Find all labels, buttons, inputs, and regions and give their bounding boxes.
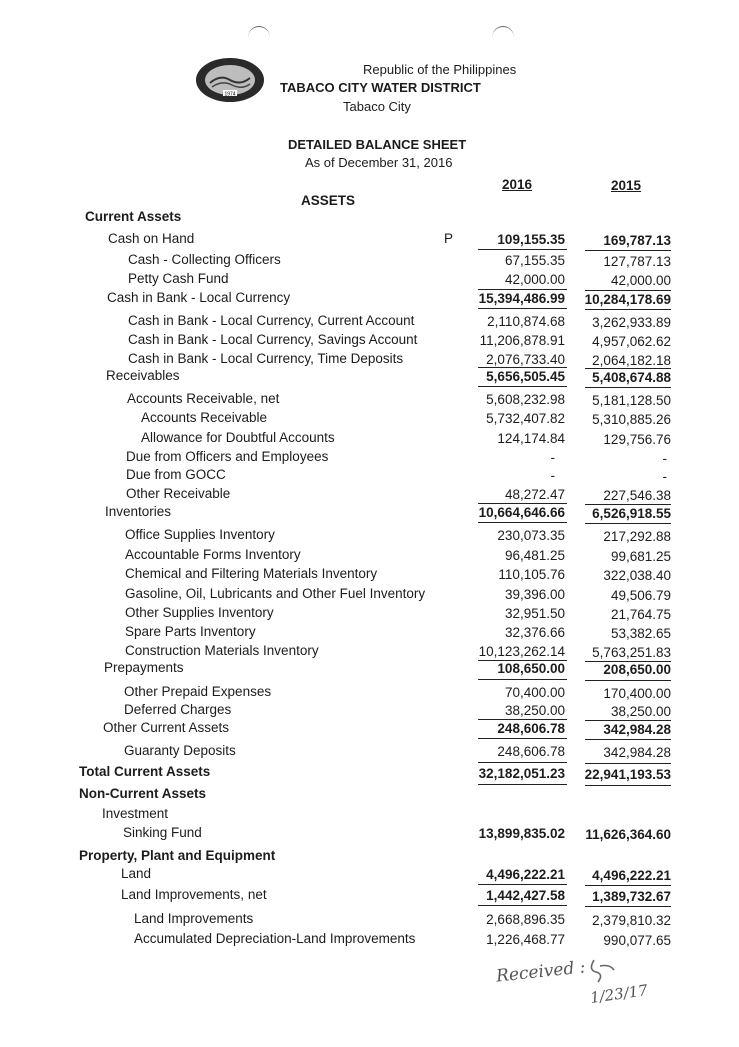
row-value-2016: 32,376.66 bbox=[504, 625, 565, 640]
subtotal-rule bbox=[478, 249, 567, 250]
row-value-2016: 248,606.78 bbox=[497, 744, 565, 759]
row-value-2015: 99,681.25 bbox=[610, 549, 671, 564]
row-value-2016: 1,226,468.77 bbox=[486, 932, 565, 947]
as-of-date: As of December 31, 2016 bbox=[305, 155, 453, 170]
row-value-2015: 53,382.65 bbox=[610, 626, 671, 641]
row-value-2015: 217,292.88 bbox=[603, 529, 671, 544]
row-value-2015: 322,038.40 bbox=[603, 568, 671, 583]
row-value-2016: 32,951.50 bbox=[504, 606, 565, 621]
subtotal-rule bbox=[585, 523, 671, 524]
row-value-2016: 124,174.84 bbox=[497, 431, 565, 446]
row-value-2016: 5,656,505.45 bbox=[486, 369, 565, 384]
subtotal-rule bbox=[478, 308, 567, 309]
subtotal-rule bbox=[478, 679, 567, 680]
row-value-2015: 5,310,885.26 bbox=[592, 412, 671, 427]
city-name: Tabaco City bbox=[343, 99, 411, 114]
row-label: Land Improvements, net bbox=[121, 887, 267, 902]
row-value-2015: 342,984.28 bbox=[603, 722, 671, 737]
row-value-2016: - bbox=[550, 468, 555, 483]
row-label: Gasoline, Oil, Lubricants and Other Fuel Inventory bbox=[125, 586, 426, 601]
subtotal-rule bbox=[585, 290, 671, 291]
row-value-2016: 108,650.00 bbox=[497, 661, 565, 676]
row-label: Sinking Fund bbox=[123, 825, 202, 840]
row-value-2016: 13,899,835.02 bbox=[478, 826, 565, 841]
row-value-2016: 4,496,222.21 bbox=[486, 867, 565, 882]
handwritten-initials bbox=[586, 956, 620, 986]
row-value-2015: - bbox=[662, 469, 667, 484]
row-value-2016: 1,442,427.58 bbox=[486, 888, 565, 903]
row-value-2016: 2,076,733.40 bbox=[486, 352, 565, 367]
row-label: Cash in Bank - Local Currency, Savings Account bbox=[128, 332, 418, 347]
row-value-2015: 3,262,933.89 bbox=[592, 315, 671, 330]
row-value-2016: 67,155.35 bbox=[504, 253, 565, 268]
row-value-2015: 227,546.38 bbox=[603, 488, 671, 503]
document-title: DETAILED BALANCE SHEET bbox=[288, 137, 467, 152]
total-rule bbox=[478, 784, 567, 785]
row-value-2015: 38,250.00 bbox=[610, 704, 671, 719]
subtotal-rule bbox=[585, 387, 671, 388]
subtotal-rule bbox=[478, 884, 567, 885]
subtotal-rule bbox=[585, 885, 671, 886]
row-label: Accumulated Depreciation-Land Improvements bbox=[134, 931, 416, 946]
row-label: Land Improvements bbox=[134, 911, 254, 926]
subtotal-rule bbox=[585, 661, 671, 662]
subtotal-rule bbox=[585, 906, 671, 907]
row-label: Cash in Bank - Local Currency, Time Deposits bbox=[128, 351, 404, 366]
row-value-2016: 110,105.76 bbox=[498, 567, 565, 582]
row-value-2016: 39,396.00 bbox=[504, 587, 565, 602]
row-value-2015: 129,756.76 bbox=[603, 432, 671, 447]
row-label: Cash on Hand bbox=[108, 231, 195, 246]
subtotal-rule bbox=[585, 368, 671, 369]
row-value-2015: 4,957,062.62 bbox=[592, 334, 671, 349]
row-label: Total Current Assets bbox=[79, 764, 211, 779]
row-label: Spare Parts Inventory bbox=[125, 624, 256, 639]
row-value-2015: 4,496,222.21 bbox=[592, 868, 671, 883]
row-label: Prepayments bbox=[104, 660, 184, 675]
currency-symbol: P bbox=[444, 231, 454, 246]
subtotal-rule bbox=[478, 289, 567, 290]
row-label: Other Supplies Inventory bbox=[125, 605, 274, 620]
row-value-2016: 48,272.47 bbox=[504, 487, 565, 502]
row-value-2015: 49,506.79 bbox=[610, 588, 671, 603]
handwritten-date: 1/23/17 bbox=[589, 981, 649, 1007]
row-value-2015: 42,000.00 bbox=[610, 273, 671, 288]
row-value-2015: 5,408,674.88 bbox=[592, 370, 671, 385]
row-value-2015: 170,400.00 bbox=[603, 686, 671, 701]
row-label: Construction Materials Inventory bbox=[125, 643, 319, 658]
row-label: Other Receivable bbox=[126, 486, 231, 501]
row-value-2015: 5,181,128.50 bbox=[592, 393, 671, 408]
row-label: Receivables bbox=[106, 368, 180, 383]
row-label: Cash in Bank - Local Currency bbox=[107, 290, 291, 305]
district-name: TABACO CITY WATER DISTRICT bbox=[280, 80, 481, 95]
subtotal-rule bbox=[585, 739, 671, 740]
subtotal-rule bbox=[478, 386, 567, 387]
subtotal-rule bbox=[478, 738, 567, 739]
row-label: Guaranty Deposits bbox=[124, 743, 236, 758]
row-label: Cash in Bank - Local Currency, Current Account bbox=[128, 313, 415, 328]
row-value-2015: 990,077.65 bbox=[603, 933, 671, 948]
row-value-2015: 169,787.13 bbox=[603, 233, 671, 248]
row-value-2015: 11,626,364.60 bbox=[585, 827, 671, 842]
row-label: Other Current Assets bbox=[103, 720, 230, 735]
row-value-2016: 2,668,896.35 bbox=[486, 912, 565, 927]
subtotal-rule bbox=[478, 367, 567, 368]
row-value-2016: 230,073.35 bbox=[497, 528, 565, 543]
row-value-2015: 127,787.13 bbox=[603, 254, 671, 269]
row-value-2016: 10,664,646.66 bbox=[478, 505, 565, 520]
row-value-2016: 109,155.35 bbox=[497, 232, 565, 247]
row-value-2015: 22,941,193.53 bbox=[584, 767, 671, 782]
row-label: Property, Plant and Equipment bbox=[79, 848, 276, 863]
row-value-2016: 96,481.25 bbox=[504, 548, 565, 563]
row-value-2016: 42,000.00 bbox=[504, 272, 565, 287]
republic-line: Republic of the Philippines bbox=[363, 62, 517, 77]
total-rule bbox=[585, 785, 671, 786]
row-label: Deferred Charges bbox=[124, 702, 232, 717]
row-value-2016: 10,123,262.14 bbox=[478, 644, 565, 659]
row-value-2015: 6,526,918.55 bbox=[592, 506, 671, 521]
row-label: Current Assets bbox=[85, 209, 182, 224]
water-district-seal-logo bbox=[194, 56, 266, 104]
subtotal-rule bbox=[478, 503, 567, 504]
subtotal-rule bbox=[478, 719, 567, 720]
row-value-2016: - bbox=[550, 450, 555, 465]
row-label: Due from GOCC bbox=[126, 467, 226, 482]
subtotal-rule bbox=[585, 309, 671, 310]
subtotal-rule bbox=[585, 250, 671, 251]
row-label: Due from Officers and Employees bbox=[126, 449, 329, 464]
row-value-2015: 2,064,182.18 bbox=[592, 353, 671, 368]
row-value-2016: 70,400.00 bbox=[504, 685, 565, 700]
row-value-2015: - bbox=[662, 451, 667, 466]
row-label: Accounts Receivable bbox=[141, 410, 268, 425]
subtotal-rule bbox=[478, 762, 567, 763]
row-value-2016: 248,606.78 bbox=[497, 721, 565, 736]
row-value-2016: 5,732,407.82 bbox=[486, 411, 565, 426]
punch-hole-left bbox=[248, 26, 270, 49]
row-value-2015: 1,389,732.67 bbox=[592, 889, 671, 904]
row-label: Chemical and Filtering Materials Inventory bbox=[125, 566, 378, 581]
row-value-2015: 208,650.00 bbox=[603, 662, 671, 677]
row-label: Allowance for Doubtful Accounts bbox=[141, 430, 335, 445]
seal-year: 1974 bbox=[224, 91, 236, 98]
row-value-2015: 21,764.75 bbox=[610, 607, 671, 622]
row-value-2016: 2,110,874.68 bbox=[487, 314, 565, 329]
column-header-2016: 2016 bbox=[502, 177, 533, 192]
subtotal-rule bbox=[478, 522, 567, 523]
subtotal-rule bbox=[585, 763, 671, 764]
row-value-2016: 5,608,232.98 bbox=[486, 392, 565, 407]
row-label: Accountable Forms Inventory bbox=[125, 547, 301, 562]
row-label: Other Prepaid Expenses bbox=[124, 684, 272, 699]
subtotal-rule bbox=[478, 660, 567, 661]
row-label: Office Supplies Inventory bbox=[125, 527, 275, 542]
row-label: Non-Current Assets bbox=[79, 786, 207, 801]
row-value-2016: 38,250.00 bbox=[504, 703, 565, 718]
row-label: Accounts Receivable, net bbox=[127, 391, 280, 406]
row-value-2015: 5,763,251.83 bbox=[592, 645, 671, 660]
row-value-2015: 10,284,178.69 bbox=[584, 292, 671, 307]
subtotal-rule bbox=[585, 504, 671, 505]
assets-heading: ASSETS bbox=[301, 193, 356, 208]
row-label: Inventories bbox=[105, 504, 172, 519]
row-label: Cash - Collecting Officers bbox=[128, 252, 281, 267]
column-header-2015: 2015 bbox=[611, 178, 642, 193]
subtotal-rule bbox=[585, 720, 671, 721]
row-value-2016: 11,206,878.91 bbox=[479, 333, 565, 348]
row-value-2015: 2,379,810.32 bbox=[592, 913, 671, 928]
row-value-2016: 32,182,051.23 bbox=[478, 766, 565, 781]
row-label: Petty Cash Fund bbox=[128, 271, 229, 286]
punch-hole-right bbox=[492, 26, 514, 49]
row-label: Investment bbox=[102, 806, 169, 821]
received-handwritten-note: Received : bbox=[495, 957, 587, 987]
row-value-2016: 15,394,486.99 bbox=[478, 291, 565, 306]
row-value-2015: 342,984.28 bbox=[603, 745, 671, 760]
subtotal-rule bbox=[585, 680, 671, 681]
subtotal-rule bbox=[478, 905, 567, 906]
row-label: Land bbox=[121, 866, 152, 881]
